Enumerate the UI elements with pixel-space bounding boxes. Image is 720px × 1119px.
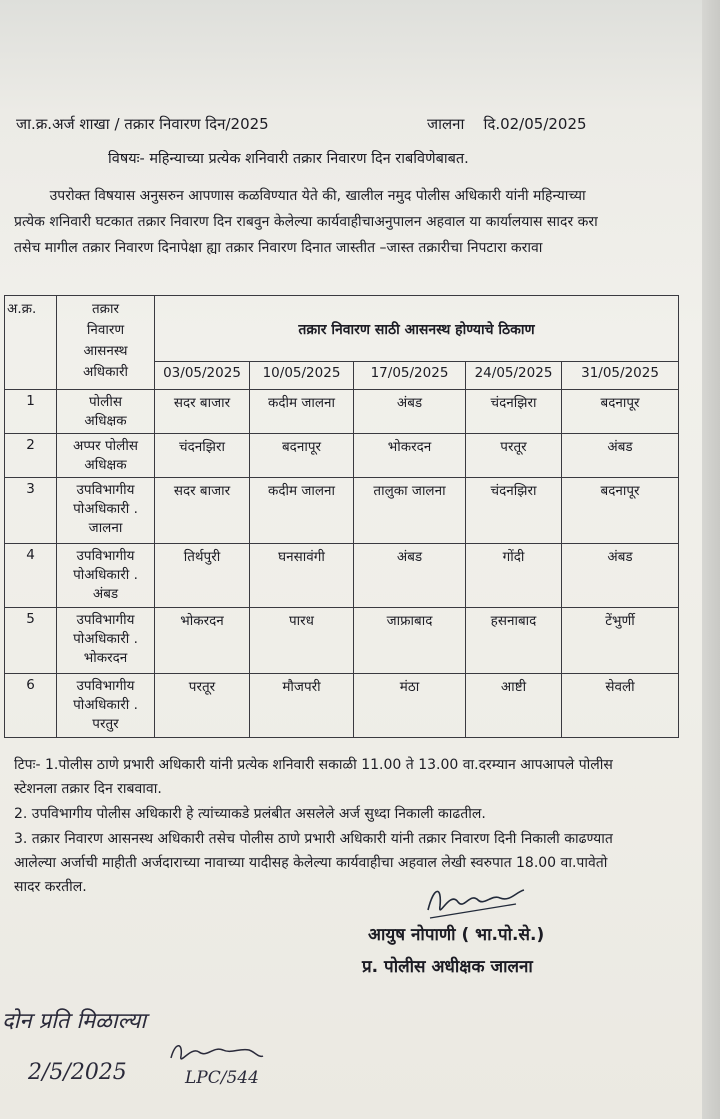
officer-line: जालना xyxy=(88,520,123,536)
col-header-place: तक्रार निवारण साठी आसनस्थ होण्याचे ठिकाण xyxy=(155,296,679,362)
row-officer xyxy=(57,674,155,738)
handwritten-date: 2/5/2025 xyxy=(28,1060,127,1085)
row-officer xyxy=(57,608,155,674)
row-number: 5 xyxy=(5,608,57,674)
place-cell: भोकरदन xyxy=(354,434,466,478)
col-header-sr: अ.क्र. xyxy=(5,296,57,390)
place-cell: चंदनझिरा xyxy=(466,478,562,544)
body-line-3: तसेच मागील तक्रार निवारण दिनापेक्षा ह्या तक्रार निवारण दिनात जास्तीत –जास्त तक्रारीचा निपटारा करावा xyxy=(14,240,543,256)
officer-line: पोलीस xyxy=(89,394,122,410)
note-line-5: आलेल्या अर्जाची माहीती अर्जदाराच्या नावाच्या यादीसह केलेल्या कार्यवाहीचा अहवाल लेखी स्वरुपात 18.00 वा.पावेतो xyxy=(14,855,608,871)
place-cell: कदीम जालना xyxy=(250,390,354,434)
officer-header-line: तक्रार xyxy=(91,301,120,317)
officer-line: उपविभागीय xyxy=(76,482,135,498)
date-header: 24/05/2025 xyxy=(466,362,562,390)
place-cell: अंबड xyxy=(354,544,466,608)
officer-line: अधिक्षक xyxy=(84,413,127,429)
table-row xyxy=(5,390,679,434)
officer-header-line: आसनस्थ xyxy=(83,343,128,359)
officer-header-line: अधिकारी xyxy=(83,364,128,380)
place-cell: चंदनझिरा xyxy=(155,434,250,478)
row-number: 2 xyxy=(5,434,57,478)
note-line-1: टिपः- 1.पोलीस ठाणे प्रभारी अधिकारी यांनी प्रत्येक शनिवारी सकाळी 11.00 ते 13.00 वा.दरम्यान आपआपले पोलीस xyxy=(14,757,613,773)
place-cell: पारध xyxy=(250,608,354,674)
officer-line: अप्पर पोलीस xyxy=(73,438,138,454)
place-date: जालना दि.02/05/2025 xyxy=(427,115,587,133)
body-line-2: प्रत्येक शनिवारी घटकात तक्रार निवारण दिन राबवुन केलेल्या कार्यवाहीचाअनुपालन अहवाल या कार्यालयास सादर करा xyxy=(14,214,598,230)
receiver-signature xyxy=(165,1038,265,1068)
page-edge xyxy=(702,0,720,1119)
place-cell: कदीम जालना xyxy=(250,478,354,544)
handwritten-ref: LPC/544 xyxy=(185,1068,259,1088)
row-officer xyxy=(57,390,155,434)
place-cell: सदर बाजार xyxy=(155,478,250,544)
table-row xyxy=(5,674,679,738)
date-header: 10/05/2025 xyxy=(250,362,354,390)
date-header: 31/05/2025 xyxy=(562,362,679,390)
place-cell: परतूर xyxy=(155,674,250,738)
row-number: 1 xyxy=(5,390,57,434)
officer-line: भोकरदन xyxy=(83,650,128,666)
place-cell: गोंदी xyxy=(466,544,562,608)
officer-line: पोअधिकारी . xyxy=(73,501,138,517)
place-cell: अंबड xyxy=(562,544,679,608)
officer-line: उपविभागीय xyxy=(76,612,135,628)
officer-line: अंबड xyxy=(92,586,119,602)
place-cell: बदनापूर xyxy=(562,390,679,434)
row-officer xyxy=(57,434,155,478)
officer-line: परतुर xyxy=(92,716,119,732)
date-header: 17/05/2025 xyxy=(354,362,466,390)
row-number: 4 xyxy=(5,544,57,608)
schedule-table xyxy=(4,295,679,738)
signatory-designation: प्र. पोलीस अधीक्षक जालना xyxy=(362,957,533,977)
table-row xyxy=(5,434,679,478)
officer-line: अधिक्षक xyxy=(84,457,127,473)
place-cell: जाफ्राबाद xyxy=(354,608,466,674)
signatory-name: आयुष नोपाणी ( भा.पो.से.) xyxy=(368,925,545,945)
place-cell: टेंभुर्णी xyxy=(562,608,679,674)
note-line-6: सादर करतील. xyxy=(14,879,87,895)
place-cell: तालुका जालना xyxy=(354,478,466,544)
officer-header-line: निवारण xyxy=(86,322,125,338)
note-line-4: 3. तक्रार निवारण आसनस्थ अधिकारी तसेच पोलीस ठाणे प्रभारी अधिकारी यांनी तक्रार निवारण दिनी निकाली काढण्यात xyxy=(14,831,613,847)
place-cell: चंदनझिरा xyxy=(466,390,562,434)
place-cell: सेवली xyxy=(562,674,679,738)
place-cell: मंठा xyxy=(354,674,466,738)
place-cell: घनसावंगी xyxy=(250,544,354,608)
date-header: 03/05/2025 xyxy=(155,362,250,390)
row-number: 3 xyxy=(5,478,57,544)
officer-line: उपविभागीय xyxy=(76,678,135,694)
officer-line: पोअधिकारी . xyxy=(73,567,138,583)
table-row xyxy=(5,478,679,544)
table-header-row xyxy=(5,296,679,362)
place-cell: तिर्थपुरी xyxy=(155,544,250,608)
reference-number: जा.क्र.अर्ज शाखा / तक्रार निवारण दिन/2025 xyxy=(16,115,269,133)
note-line-3: 2. उपविभागीय पोलीस अधिकारी हे त्यांच्याकडे प्रलंबीत असलेले अर्ज सुध्दा निकाली काढतील. xyxy=(14,806,486,822)
table-row xyxy=(5,544,679,608)
place-cell: बदनापूर xyxy=(250,434,354,478)
place-cell: मौजपरी xyxy=(250,674,354,738)
row-officer xyxy=(57,478,155,544)
place-cell: सदर बाजार xyxy=(155,390,250,434)
officer-line: पोअधिकारी . xyxy=(73,631,138,647)
row-number: 6 xyxy=(5,674,57,738)
place-cell: अंबड xyxy=(354,390,466,434)
place-cell: आष्टी xyxy=(466,674,562,738)
body-line-1: उपरोक्त विषयास अनुसरुन आपणास कळविण्यात येते की, खालील नमुद पोलीस अधिकारी यांनी महिन्याच्या xyxy=(14,188,586,204)
place-cell: बदनापूर xyxy=(562,478,679,544)
subject-line: विषयः- महिन्याच्या प्रत्येक शनिवारी तक्रार निवारण दिन राबविणेबाबत. xyxy=(108,151,469,167)
place-cell: हसनाबाद xyxy=(466,608,562,674)
place-cell: भोकरदन xyxy=(155,608,250,674)
place-cell: अंबड xyxy=(562,434,679,478)
table-row xyxy=(5,608,679,674)
row-officer xyxy=(57,544,155,608)
officer-line: उपविभागीय xyxy=(76,548,135,564)
handwritten-receipt: दोन प्रति मिळाल्या xyxy=(2,1009,147,1034)
place-cell: परतूर xyxy=(466,434,562,478)
col-header-officer xyxy=(57,296,155,390)
officer-line: पोअधिकारी . xyxy=(73,697,138,713)
note-line-2: स्टेशनला तक्रार दिन राबवावा. xyxy=(14,781,162,797)
